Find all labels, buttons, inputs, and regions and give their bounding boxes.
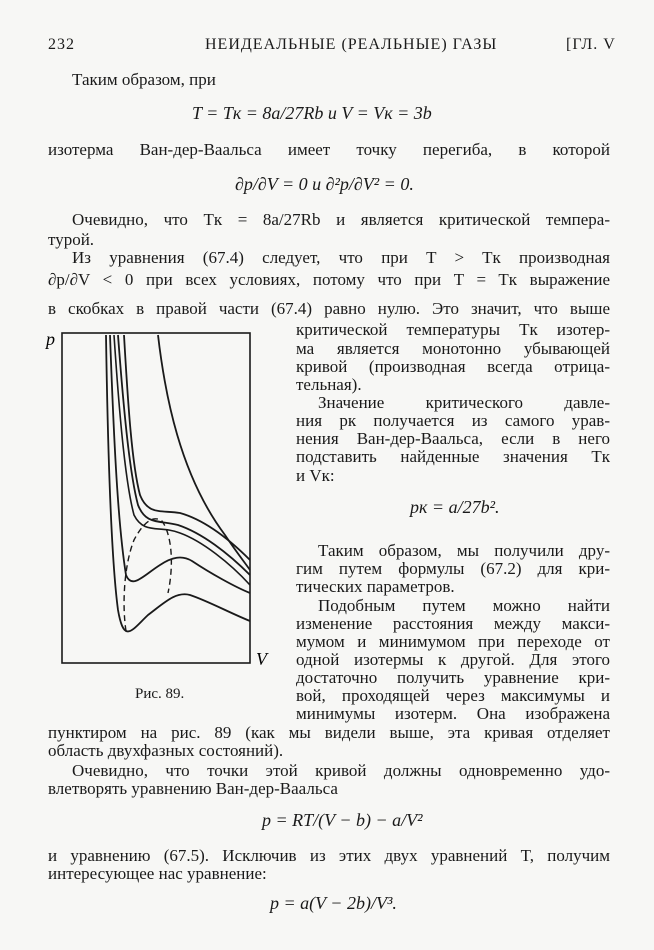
- text-line: тических параметров.: [296, 577, 455, 596]
- figure-isotherms: [40, 325, 280, 685]
- text-line: критической температуры Tк изотер-: [296, 320, 610, 339]
- text-line: подставить найденные значения Tк: [296, 447, 610, 466]
- text-line: в скобках в правой части (67.4) равно нулю. Это значит, что выше: [48, 299, 610, 318]
- text-line: минимумы изотерм. Она изображена: [296, 704, 610, 723]
- text-line: и уравнению (67.5). Исключив из этих двух уравнений T, получим: [48, 846, 610, 865]
- text-line: ма является монотонно убывающей: [296, 339, 610, 358]
- text-line: Значение критического давле-: [318, 393, 610, 412]
- chapter-label: [ГЛ. V: [566, 36, 616, 53]
- text-line: тельная).: [296, 375, 362, 394]
- text-line: ния pк получается из самого урав-: [296, 411, 610, 430]
- text-line: турой.: [48, 230, 95, 249]
- text-line: вой, проходящей через максимумы и: [296, 686, 610, 705]
- text-line: ∂p/∂V < 0 при всех условиях, потому что при T = Tк выражение: [48, 270, 610, 289]
- isotherm-curve: [158, 335, 250, 570]
- equation-inflection: ∂p/∂V = 0 и ∂²p/∂V² = 0.: [235, 174, 414, 194]
- text-line: Подобным путем можно найти: [318, 596, 610, 615]
- equation-extrema-curve: p = a(V − 2b)/V³.: [270, 893, 397, 913]
- text-line: нения Ван-дер-Ваальса, если в него: [296, 429, 610, 448]
- text-line: кривой (производная всегда отрица-: [296, 357, 610, 376]
- text-line: достаточно получить уравнение кри-: [296, 668, 610, 687]
- x-axis-label: V: [256, 649, 267, 669]
- page-number: 232: [48, 36, 75, 53]
- text-line: изменение расстояния между макси-: [296, 614, 610, 633]
- text-line: Очевидно, что Tк = 8a/27Rb и является критической темпера-: [72, 210, 610, 229]
- text-line: изотерма Ван-дер-Ваальса имеет точку перегиба, в которой: [48, 140, 610, 159]
- text-line: и Vк:: [296, 466, 335, 485]
- text-line: область двухфазных состояний).: [48, 741, 284, 760]
- text-line: влетворять уравнению Ван-дер-Ваальса: [48, 779, 338, 798]
- equation-critical-pressure: pк = a/27b².: [410, 497, 500, 517]
- text-line: Очевидно, что точки этой кривой должны одновременно удо-: [72, 761, 610, 780]
- figure-caption: Рис. 89.: [135, 686, 185, 702]
- isotherm-curve: [124, 335, 250, 560]
- figure-frame: [62, 333, 250, 663]
- text-line: Из уравнения (67.4) следует, что при T > Tк производная: [72, 248, 610, 267]
- text-line: пунктиром на рис. 89 (как мы видели выше, эта кривая отделяет: [48, 723, 610, 742]
- text-line: Таким образом, при: [72, 70, 216, 89]
- text-line: гим путем формулы (67.2) для кри-: [296, 559, 610, 578]
- equation-critical-params: T = Tк = 8a/27Rb и V = Vк = 3b: [192, 103, 432, 123]
- text-line: одной изотермы к другой. Для этого: [296, 650, 610, 669]
- text-line: интересующее нас уравнение:: [48, 864, 267, 883]
- equation-van-der-waals: p = RT/(V − b) − a/V²: [262, 810, 423, 830]
- y-axis-label: p: [46, 329, 55, 349]
- text-line: мумом и минимумом при переходе от: [296, 632, 610, 651]
- text-line: Таким образом, мы получили дру-: [318, 541, 610, 560]
- running-title: НЕИДЕАЛЬНЫЕ (РЕАЛЬНЫЕ) ГАЗЫ: [205, 36, 498, 53]
